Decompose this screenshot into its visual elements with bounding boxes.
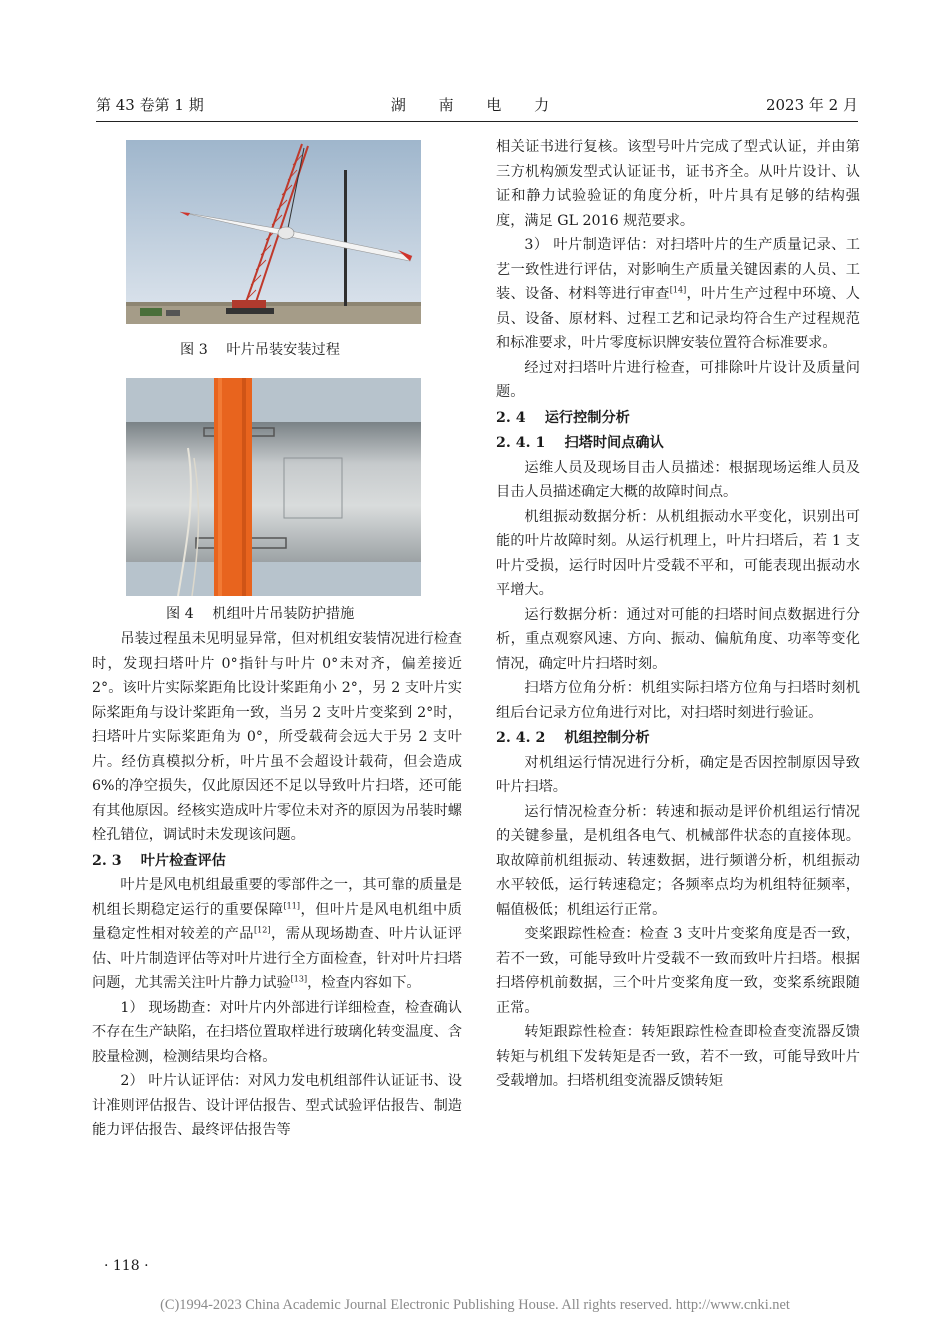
blade-hoisting-illustration: [126, 140, 421, 324]
figure-3-photo: [126, 140, 421, 324]
paragraph: [496, 233, 860, 356]
left-column: [92, 627, 462, 1143]
copyright-footer: (C)1994-2023 China Academic Journal Electronic Publishing House. All rights reserved. http://www.cnki.net: [160, 1297, 790, 1313]
paragraph: 变桨跟踪性检查：检查 3 支叶片变桨角度是否一致，若不一致，可能导致叶片受载不一致而致叶片扫塔。根据扫塔停机前数据，三个叶片变桨角度一致，变桨系统跟随正常。: [496, 926, 860, 1016]
citation: [12]: [254, 925, 271, 935]
paragraph-continued: 相关证书进行复核。该型号叶片完成了型式认证，并由第三方机构颁发型式认证证书，证书齐全。从叶片设计、认证和静力试验验证的角度分析，叶片具有足够的结构强度，满足 GL 2016 规范要求。: [496, 139, 860, 229]
figure-4-photo: [126, 378, 421, 596]
text-run: ，检查内容如下。: [307, 975, 421, 991]
text-run: 叶片是风电机组最重要的零部件之一，其可靠的质量是机组长期稳定运行的重要保障: [92, 877, 462, 918]
paragraph: 运行情况检查分析：转速和振动是评价机组运行情况的关键参量，是机组各电气、机械部件状态的直接体现。取故障前机组振动、转速数据，进行频谱分析，机组振动水平较低，运行转速稳定；各频率点均为机组特征频率，幅值极低；机组运行正常。: [496, 803, 860, 918]
paragraph: 转矩跟踪性检查：转矩跟踪性检查即检查变流器反馈转矩与机组下发转矩是否一致，若不一致，可能导致叶片受载增加。扫塔机组变流器反馈转矩: [496, 1024, 860, 1089]
blade-sling-protection-illustration: [126, 378, 421, 596]
text-run: 3） 叶片制造评估：对扫塔叶片的生产质量记录、工艺一致性进行评估，对影响生产质量关键因素的人员、工装、设备、材料等进行审查: [496, 237, 860, 302]
running-header: [96, 94, 858, 120]
text-run: ，但叶片是风电机组中质量稳定性相对较差的产品: [92, 901, 462, 942]
paragraph: 运行数据分析：通过对可能的扫塔时间点数据进行分析，重点观察风速、方向、振动、偏航角度、功率等变化情况，确定叶片扫塔时刻。: [496, 606, 860, 672]
paragraph: 扫塔方位角分析：机组实际扫塔方位角与扫塔时刻机组后台记录方位角进行对比，对扫塔时刻进行验证。: [496, 680, 860, 721]
citation: [11]: [283, 900, 300, 910]
issue-date: 2023 年 2 月: [765, 96, 858, 114]
paragraph: 经过对扫塔叶片进行检查，可排除叶片设计及质量问题。: [496, 359, 860, 400]
journal-title: 湖 南 电 力: [390, 96, 564, 114]
section-heading-2-4-1: 2. 4. 1 扫塔时间点确认: [496, 435, 664, 451]
paragraph: 对机组运行情况进行分析，确定是否因控制原因导致叶片扫塔。: [496, 754, 860, 795]
paragraph: [92, 873, 462, 996]
figure-4-caption: 图 4 机组叶片吊装防护措施: [166, 606, 355, 622]
paragraph: 2） 叶片认证评估：对风力发电机组部件认证证书、设计准则评估报告、设计评估报告、型式试验评估报告、制造能力评估报告、最终评估报告等: [92, 1073, 462, 1138]
text-run: ，叶片生产过程中环境、人员、设备、原材料、过程工艺和记录均符合生产过程规范和标准要求，叶片零度标识牌安装位置符合标准要求。: [496, 286, 860, 351]
paragraph: 机组振动数据分析：从机组振动水平变化，识别出可能的叶片故障时刻。从运行机理上，叶片扫塔后，若 1 支叶片受损，运行时因叶片受载不平和，可能表现出振动水平增大。: [496, 508, 860, 598]
paragraph: 运维人员及现场目击人员描述：根据现场运维人员及目击人员描述确定大概的故障时间点。: [496, 459, 860, 500]
text-run: ，需从现场勘查、叶片认证评估、叶片制造评估等对叶片进行全方面检查，针对叶片扫塔问题，尤其需关注叶片静力试验: [92, 926, 462, 991]
section-heading-2-3: 2. 3 叶片检查评估: [92, 852, 226, 869]
citation: [13]: [290, 974, 308, 984]
paragraph: 1） 现场勘查：对叶片内外部进行详细检查，检查确认不存在生产缺陷，在扫塔位置取样进行玻璃化转变温度、含胶量检测，检测结果均合格。: [92, 999, 462, 1065]
section-heading-2-4-2: 2. 4. 2 机组控制分析: [496, 730, 650, 746]
right-column: [496, 135, 860, 1094]
header-rule: [96, 121, 858, 122]
figure-3-caption: 图 3 叶片吊装安装过程: [180, 342, 340, 358]
section-heading-2-4: 2. 4 运行控制分析: [496, 409, 630, 426]
journal-issue: 第 43 卷第 1 期: [96, 96, 204, 114]
page-number: · 118 ·: [104, 1258, 149, 1274]
paragraph: 吊装过程虽未见明显异常，但对机组安装情况进行检查时，发现扫塔叶片 0°指针与叶片 0°未对齐，偏差接近 2°。该叶片实际桨距角比设计桨距角小 2°，另 2 支叶片实际桨距角与设计桨距角一致，当另 2 支叶片变桨到 2°时，扫塔叶片实际桨距角为 0°，所受载荷会远大于另 2 支叶片。经仿真模拟分析，叶片虽不会超设计载荷，但会造成 6%的净空损失，仅此原因还不足以导致叶片扫塔，还可能有其他原因。经核实造成叶片零位未对齐的原因为吊装时螺栓孔错位，调试时未发现该问题。: [92, 631, 462, 843]
citation: [14]: [669, 285, 687, 295]
